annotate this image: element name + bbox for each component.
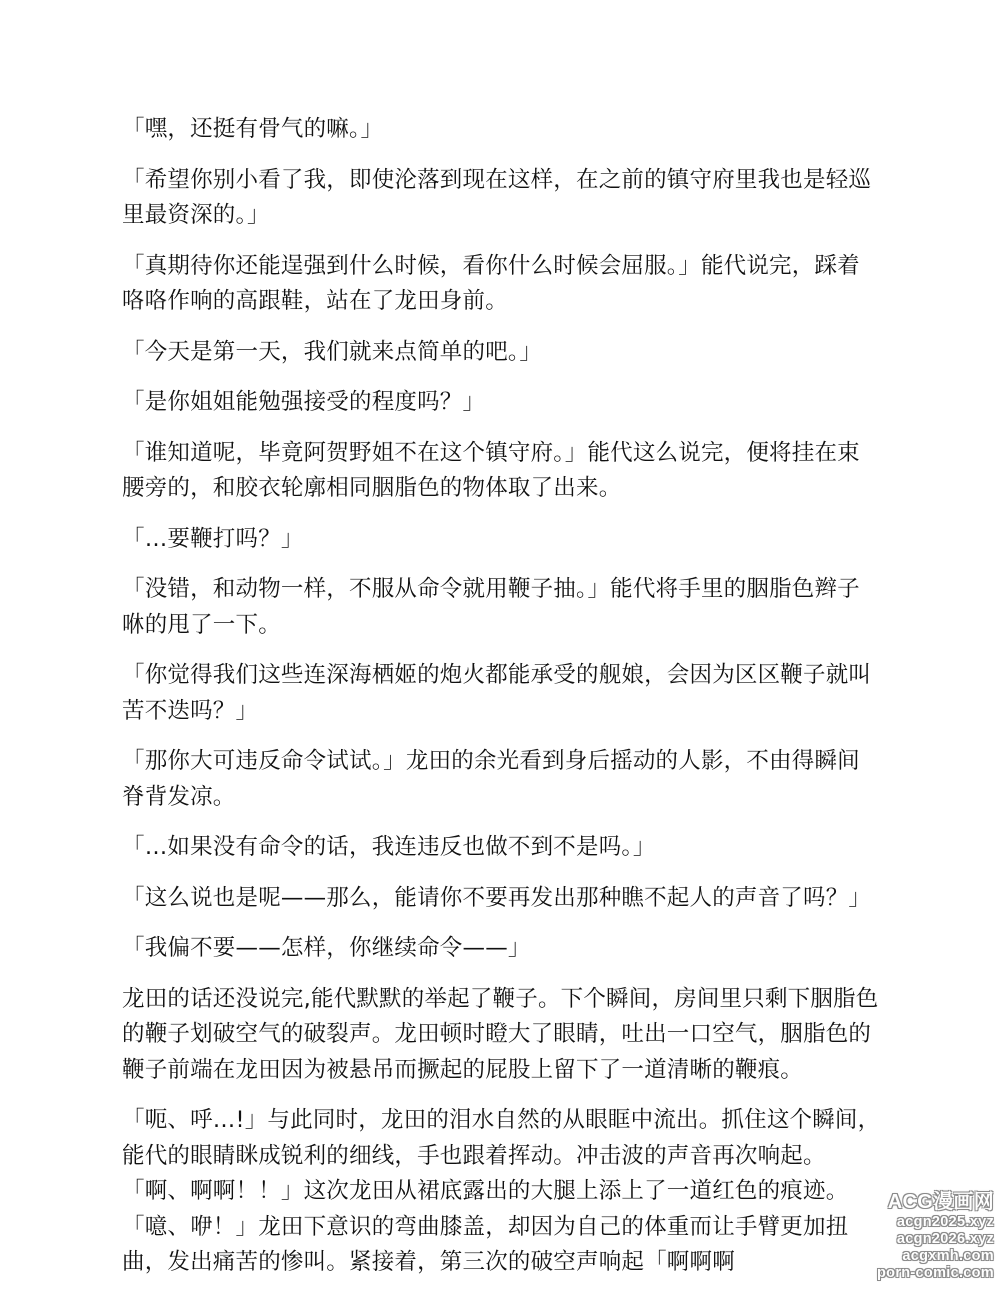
story-text (122, 112, 882, 1296)
watermark-url: acgn2025.xyz (896, 1214, 994, 1230)
paragraph-12: 「这么说也是呢——那么，能请你不要再发出那种瞧不起人的声音了吗？」 (122, 884, 872, 911)
watermark-url: acgn2026.xyz (896, 1231, 994, 1247)
site-watermark (846, 1190, 994, 1290)
paragraph-8: 「没错，和动物一样，不服从命令就用鞭子抽。」能代将手里的胭脂色辫子咻的甩了一下。 (122, 576, 860, 638)
paragraph-11: 「…如果没有命令的话，我连违反也做不到不是吗。」 (122, 834, 656, 860)
paragraph-7: 「…要鞭打吗？」 (122, 525, 304, 552)
paragraph-10: 「那你大可违反命令试试。」龙田的余光看到身后摇动的人影，不由得瞬间脊背发凉。 (122, 748, 860, 810)
paragraph-6: 「谁知道呢，毕竟阿贺野姐不在这个镇守府。」能代这么说完，便将挂在束腰旁的，和胶衣轮廓相同胭脂色的物体取了出来。 (122, 439, 860, 501)
paragraph-2: 「希望你别小看了我，即使沦落到现在这样，在之前的镇守府里我也是轻巡里最资深的。」 (122, 166, 872, 228)
paragraph-1: 「嘿，还挺有骨气的嘛。」 (122, 116, 384, 142)
paragraph-9: 「你觉得我们这些连深海栖姬的炮火都能承受的舰娘，会因为区区鞭子就叫苦不迭吗？」 (122, 662, 872, 724)
paragraph-13: 「我偏不要——怎样，你继续命令——」 (122, 935, 531, 961)
paragraph-15: 「呃、呼…!」与此同时，龙田的泪水自然的从眼眶中流出。抓住这个瞬间，能代的眼睛眯成锐利的细线，手也跟着挥动。冲击波的声音再次响起。「啊、啊啊！！」这次龙田从裙底露出的大腿上添上了一道红色的痕迹。「噫、咿！」龙田下意识的弯曲膝盖，却因为自己的体重而让手臂更加扭曲，发出痛苦的惨叫。紧接着，第三次的破空声响起「啊啊啊 (122, 1107, 881, 1275)
watermark-url: porn-comic.com (877, 1265, 994, 1281)
paragraph-5: 「是你姐姐能勉强接受的程度吗？」 (122, 389, 486, 415)
paragraph-4: 「今天是第一天，我们就来点简单的吧。」 (122, 338, 543, 365)
watermark-url: acgxmh.com (902, 1248, 994, 1264)
paragraph-3: 「真期待你还能逞强到什么时候，看你什么时候会屈服。」能代说完，踩着咯咯作响的高跟鞋，站在了龙田身前。 (122, 252, 860, 314)
paragraph-14: 龙田的话还没说完,能代默默的举起了鞭子。下个瞬间，房间里只剩下胭脂色的鞭子划破空气的破裂声。龙田顿时瞪大了眼睛，吐出一口空气，胭脂色的鞭子前端在龙田因为被悬吊而撅起的屁股上留下了一道清晰的鞭痕。 (122, 985, 879, 1083)
watermark-logo: ACG漫画网 (887, 1191, 994, 1213)
